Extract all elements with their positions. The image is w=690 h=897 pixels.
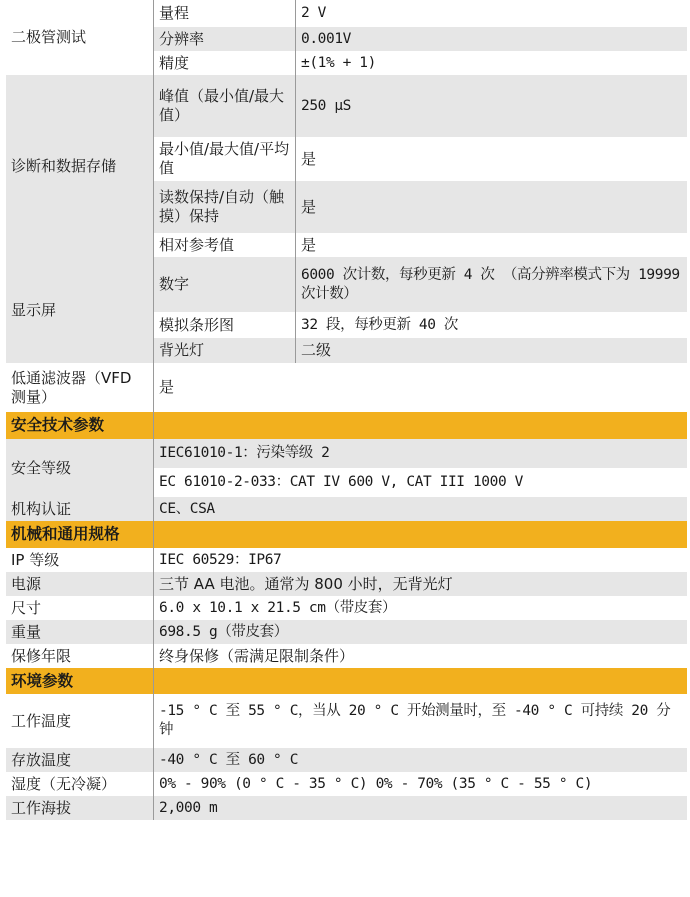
spec-row (154, 75, 687, 137)
spec-section (6, 0, 687, 75)
section-header-label: 环境参数 (11, 671, 74, 690)
spec-row (154, 137, 687, 181)
spec-value: 三节 AA 电池。通常为 800 小时，无背光灯 (154, 572, 687, 596)
group-label: 诊断和数据存储 (6, 75, 153, 257)
spec-label: 工作海拔 (6, 796, 153, 820)
spec-sublabel: 模拟条形图 (159, 315, 235, 334)
group-label: 二极管测试 (6, 0, 153, 75)
spec-section (6, 75, 687, 257)
spec-value: IEC61010-1：污染等级 2 (159, 445, 330, 461)
section-header-fill (154, 412, 687, 439)
spec-sublabel: 背光灯 (159, 341, 205, 359)
spec-row (154, 338, 687, 363)
group-rows (154, 75, 687, 257)
spec-value: 0% - 90% (0 ° C - 35 ° C) 0% - 70% (35 ° C - 55 ° C) (154, 772, 687, 796)
spec-table (6, 0, 687, 820)
spec-sublabel: 相对参考值 (159, 235, 235, 254)
spec-value: 是 (301, 149, 317, 168)
spec-row (154, 181, 687, 233)
spec-label: IP 等级 (6, 548, 153, 572)
spec-sublabel: 读数保持/自动（触摸）保持 (159, 188, 285, 225)
spec-row (154, 468, 687, 497)
section-header-label: 安全技术参数 (11, 416, 105, 434)
spec-sublabel: 最小值/最大值/平均值 (159, 140, 290, 177)
spec-section (6, 548, 687, 572)
group-rows (154, 0, 687, 75)
spec-label: 电源 (6, 572, 153, 596)
group-rows (154, 257, 687, 363)
spec-value: 0.001V (301, 30, 351, 47)
spec-sublabel: 量程 (159, 4, 190, 22)
spec-label: 机构认证 (6, 497, 153, 521)
group-rows (154, 439, 687, 497)
spec-section (6, 363, 687, 412)
group-label: 安全等级 (6, 439, 153, 497)
spec-value: 250 μS (301, 97, 351, 114)
spec-row (154, 312, 687, 338)
spec-value: -40 ° C 至 60 ° C (154, 748, 687, 772)
spec-value: 32 段，每秒更新 40 次 (301, 316, 459, 333)
spec-value: CE、CSA (154, 497, 687, 521)
section-header-fill (154, 521, 687, 548)
spec-value: 6.0 x 10.1 x 21.5 cm（带皮套） (154, 596, 687, 620)
spec-label: 低通滤波器（VFD 测量） (6, 363, 153, 412)
spec-section (6, 644, 687, 668)
spec-row (154, 0, 687, 27)
section-header-fill (154, 668, 687, 694)
spec-value: 是 (301, 197, 317, 216)
spec-section (6, 257, 687, 363)
spec-sublabel: 数字 (159, 275, 190, 293)
spec-section (6, 572, 687, 596)
spec-sublabel: 峰值（最小值/最大值） (159, 87, 285, 124)
spec-section (6, 694, 687, 748)
spec-row (154, 27, 687, 51)
spec-value: 是 (154, 363, 687, 412)
spec-section (6, 412, 687, 439)
spec-value: 6000 次计数，每秒更新 4 次 （高分辨率模式下为 19999 次计数） (301, 266, 680, 302)
section-header-label: 机械和通用规格 (11, 525, 120, 543)
spec-section (6, 772, 687, 796)
spec-section (6, 748, 687, 772)
spec-label: 湿度（无冷凝） (6, 772, 153, 796)
spec-value: EC 61010-2-033：CAT IV 600 V, CAT III 1000 V (159, 474, 523, 490)
spec-section (6, 668, 687, 694)
spec-value: 2 V (301, 5, 326, 21)
group-label: 显示屏 (6, 257, 153, 363)
spec-row (154, 51, 687, 75)
spec-sublabel: 精度 (159, 53, 190, 72)
spec-label: 存放温度 (6, 748, 153, 772)
spec-section (6, 521, 687, 548)
spec-value: 终身保修（需满足限制条件） (154, 644, 687, 668)
spec-sublabel: 分辨率 (159, 29, 205, 48)
spec-label: 保修年限 (6, 644, 153, 668)
spec-value: ±(1% + 1) (301, 54, 376, 71)
spec-value: IEC 60529：IP67 (154, 548, 687, 572)
spec-section (6, 596, 687, 620)
spec-row (154, 233, 687, 257)
spec-row (154, 439, 687, 468)
spec-value: 698.5 g（带皮套） (154, 620, 687, 644)
spec-row (154, 257, 687, 312)
spec-section (6, 620, 687, 644)
spec-label: 重量 (6, 620, 153, 644)
spec-label: 尺寸 (6, 596, 153, 620)
spec-value: 2,000 m (154, 796, 687, 820)
spec-value: 是 (301, 235, 317, 254)
spec-value: 二级 (301, 341, 332, 359)
spec-section (6, 796, 687, 820)
spec-label: 工作温度 (6, 694, 153, 748)
spec-section (6, 439, 687, 497)
spec-section (6, 497, 687, 521)
spec-value: -15 ° C 至 55 ° C，当从 20 ° C 开始测量时，至 -40 ° C 可持续 20 分钟 (154, 694, 687, 748)
